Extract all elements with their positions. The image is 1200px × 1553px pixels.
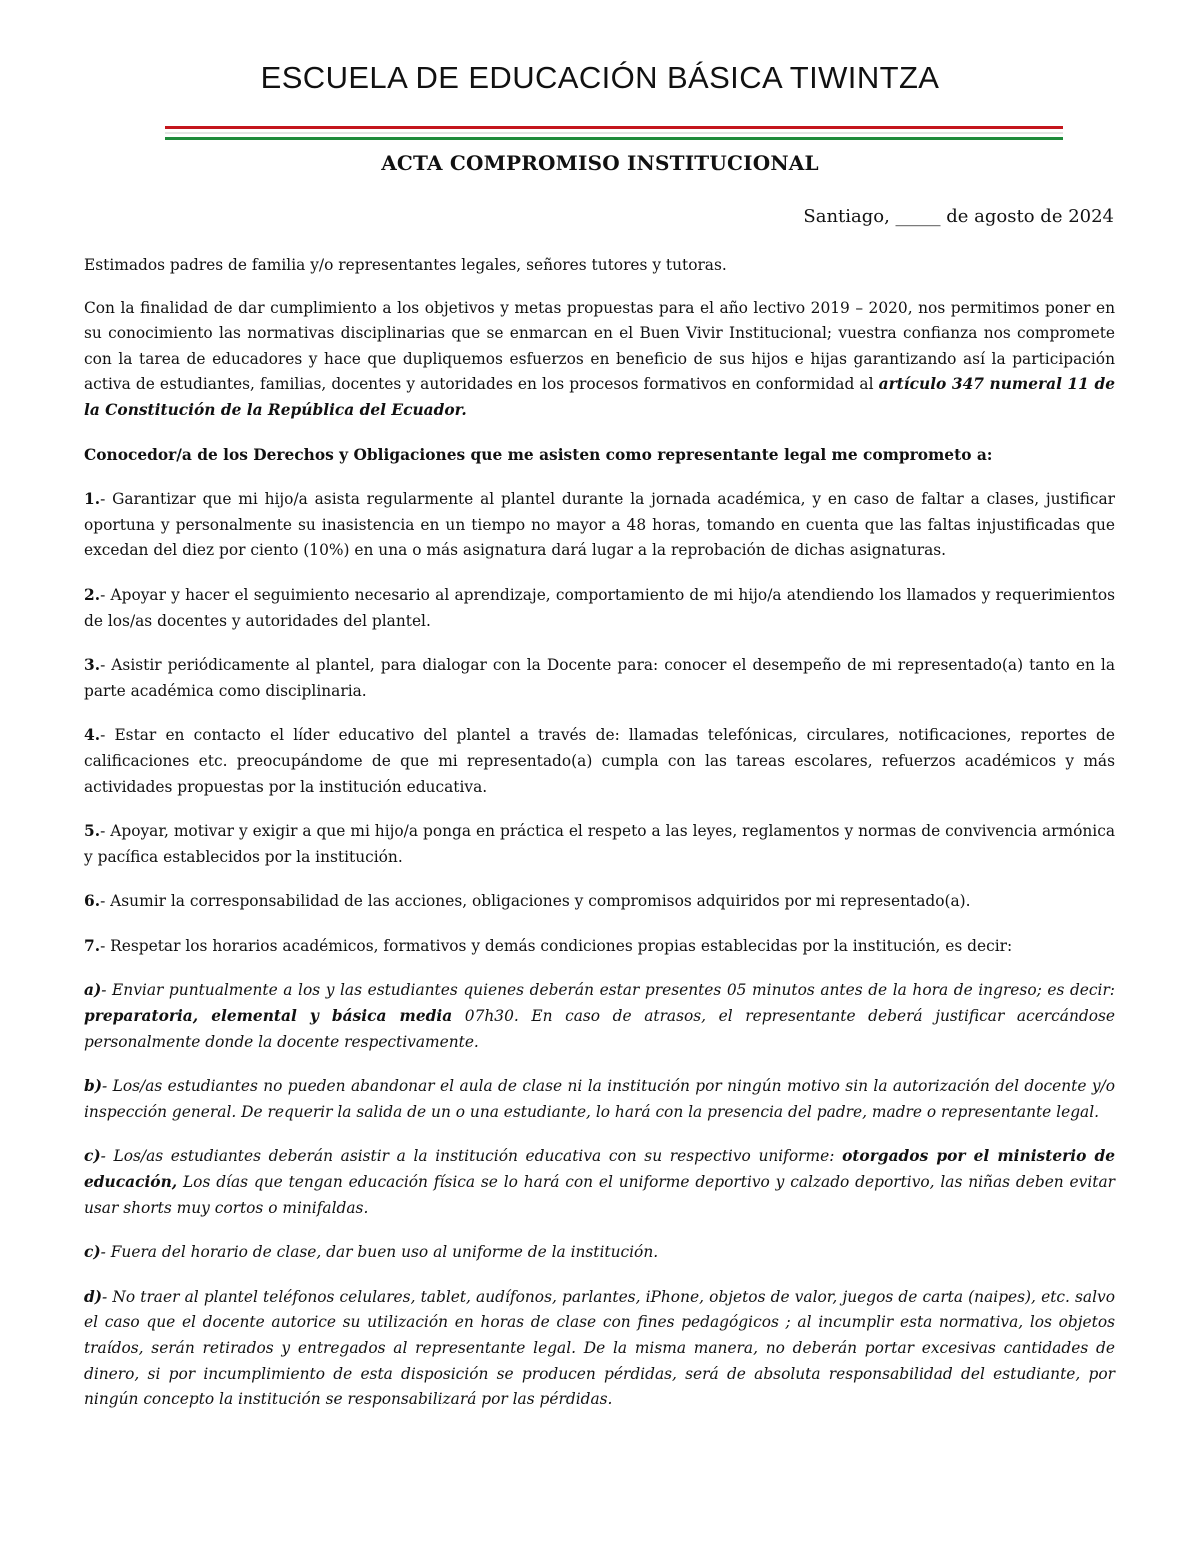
document-title: ACTA COMPROMISO INSTITUCIONAL [381,151,819,175]
subitem-letter: c) [84,1147,101,1166]
item-text: - Asistir periódicamente al plantel, para dialogar con la Docente para: conocer el desempeño de mi representado(a) tanto en la parte académica como disciplinaria. [84,656,1115,700]
item-text: - Estar en contacto el líder educativo del plantel a través de: llamadas telefónicas, circulares, notificaciones, reportes de calificaciones etc. preocupándome de que mi representado(a) cumpla con las tareas escolares, refuerzos académicos y más actividades propuestas por la institución educativa. [84,726,1115,796]
commitment-item-5 [84,819,1115,870]
subitem-text: - No traer al plantel teléfonos celulares, tablet, audífonos, parlantes, iPhone, objetos de valor, juegos de carta (naipes), etc. salvo el caso que el docente autorice su utilización en horas de clase con fines pedagógicos ; al incumplir esta normativa, los objetos traídos, serán retirados y entregados al representante legal. De la misma manera, no deberán portar excesivas cantidades de dinero, si por incumplimiento de esta disposición se producen pérdidas, será de absoluta responsabilidad del estudiante, por ningún concepto la institución se responsabilizará por las pérdidas. [84,1287,1115,1409]
subitem-text: - Fuera del horario de clase, dar buen uso al uniforme de la institución. [100,1243,659,1262]
commitment-item-7 [84,934,1115,960]
commitment-item-3 [84,653,1115,704]
header-rule-red [165,126,1063,129]
item-text: - Asumir la corresponsabilidad de las acciones, obligaciones y compromisos adquiridos por mi representado(a). [100,892,971,911]
header-rule-white [165,132,1063,134]
subitem-c-outside [84,1240,1115,1266]
subitem-letter: d) [84,1287,103,1306]
subitem-bold: otorgados por el ministerio de educación, [84,1147,1116,1192]
item-number: 2. [84,585,101,604]
subitem-text: - Los/as estudiantes no pueden abandonar el aula de clase ni la institución por ningún motivo sin la autorización del docente y/o inspección general. De requerir la salida de un o una estudiante, lo hará con la presencia del padre, madre o representante legal. [84,1077,1115,1121]
intro-text: Con la finalidad de dar cumplimiento a los objetivos y metas propuestas para el año lectivo 2019 – 2020, nos permitimos poner en su conocimiento las normativas disciplinarias que se enmarcan en el Buen Vivir Institucional; vuestra confianza nos compromete con la tarea de educadores y hace que dupliquemos esfuerzos en beneficio de sus hijos e hijas garantizando así la participación activa de estudiantes, familias, docentes y autoridades en los procesos formativos en conformidad al [84,298,1115,394]
subitem-letter: b) [84,1077,103,1096]
school-name: ESCUELA DE EDUCACIÓN BÁSICA TIWINTZA [260,60,940,95]
item-text: - Apoyar y hacer el seguimiento necesario al aprendizaje, comportamiento de mi hijo/a atendiendo los llamados y requerimientos de los/as docentes y autoridades del plantel. [84,585,1115,630]
item-number: 4. [84,726,101,745]
commitment-item-2 [84,583,1115,634]
subitem-text: - Enviar puntualmente a los y las estudiantes quienes deberán estar presentes 05 minutos antes de la hora de ingreso; es decir: [101,981,1115,1000]
commitment-item-6 [84,889,1115,915]
subitem-text: - Los/as estudiantes deberán asistir a la institución educativa con su respectivo uniforme: [100,1147,843,1166]
subitem-letter: c) [84,1243,101,1262]
subitem-text: 07h30. En caso de atrasos, el representante deberá justificar acercándose personalmente donde la docente respectivamente. [84,1007,1115,1051]
item-text: - Respetar los horarios académicos, formativos y demás condiciones propias establecidas por la institución, es decir: [100,936,1013,955]
document-date: Santiago, _____ de agosto de 2024 [803,206,1114,227]
subitem-b [84,1074,1115,1125]
commitment-heading: Conocedor/a de los Derechos y Obligaciones que me asisten como representante legal me comprometo a: [84,445,993,464]
intro-legal-reference: artículo 347 numeral 11 de la Constitución de la República del Ecuador. [84,375,1115,419]
subitem-bold: preparatoria, elemental y básica media [84,1007,453,1026]
item-number: 5. [84,822,101,841]
header-rule-green [165,137,1063,140]
subitem-text: Los días que tengan educación física se lo hará con el uniforme deportivo y calzado deportivo, las niñas deben evitar usar shorts muy cortos o minifaldas. [84,1173,1115,1217]
commitment-item-1 [84,487,1115,564]
commitment-item-4 [84,723,1115,800]
item-number: 7. [84,936,101,955]
document-body [84,253,1115,1432]
intro-paragraph [84,296,1115,424]
subitem-a [84,978,1115,1055]
subitem-c-uniform [84,1144,1115,1221]
subitem-letter: a) [84,981,102,1000]
item-number: 3. [84,656,101,675]
item-number: 6. [84,892,101,911]
item-number: 1. [84,490,101,509]
item-text: - Garantizar que mi hijo/a asista regularmente al plantel durante la jornada académica, y en caso de faltar a clases, justificar oportuna y personalmente su inasistencia en un tiempo no mayor a 48 horas, tomando en cuenta que las faltas injustificadas que excedan del diez por ciento (10%) en una o más asignatura dará lugar a la reprobación de dichas asignaturas. [84,490,1115,560]
item-text: - Apoyar, motivar y exigir a que mi hijo/a ponga en práctica el respeto a las leyes, reglamentos y normas de convivencia armónica y pacífica establecidos por la institución. [84,822,1115,866]
salutation: Estimados padres de familia y/o representantes legales, señores tutores y tutoras. [84,256,727,274]
subitem-d [84,1285,1115,1413]
